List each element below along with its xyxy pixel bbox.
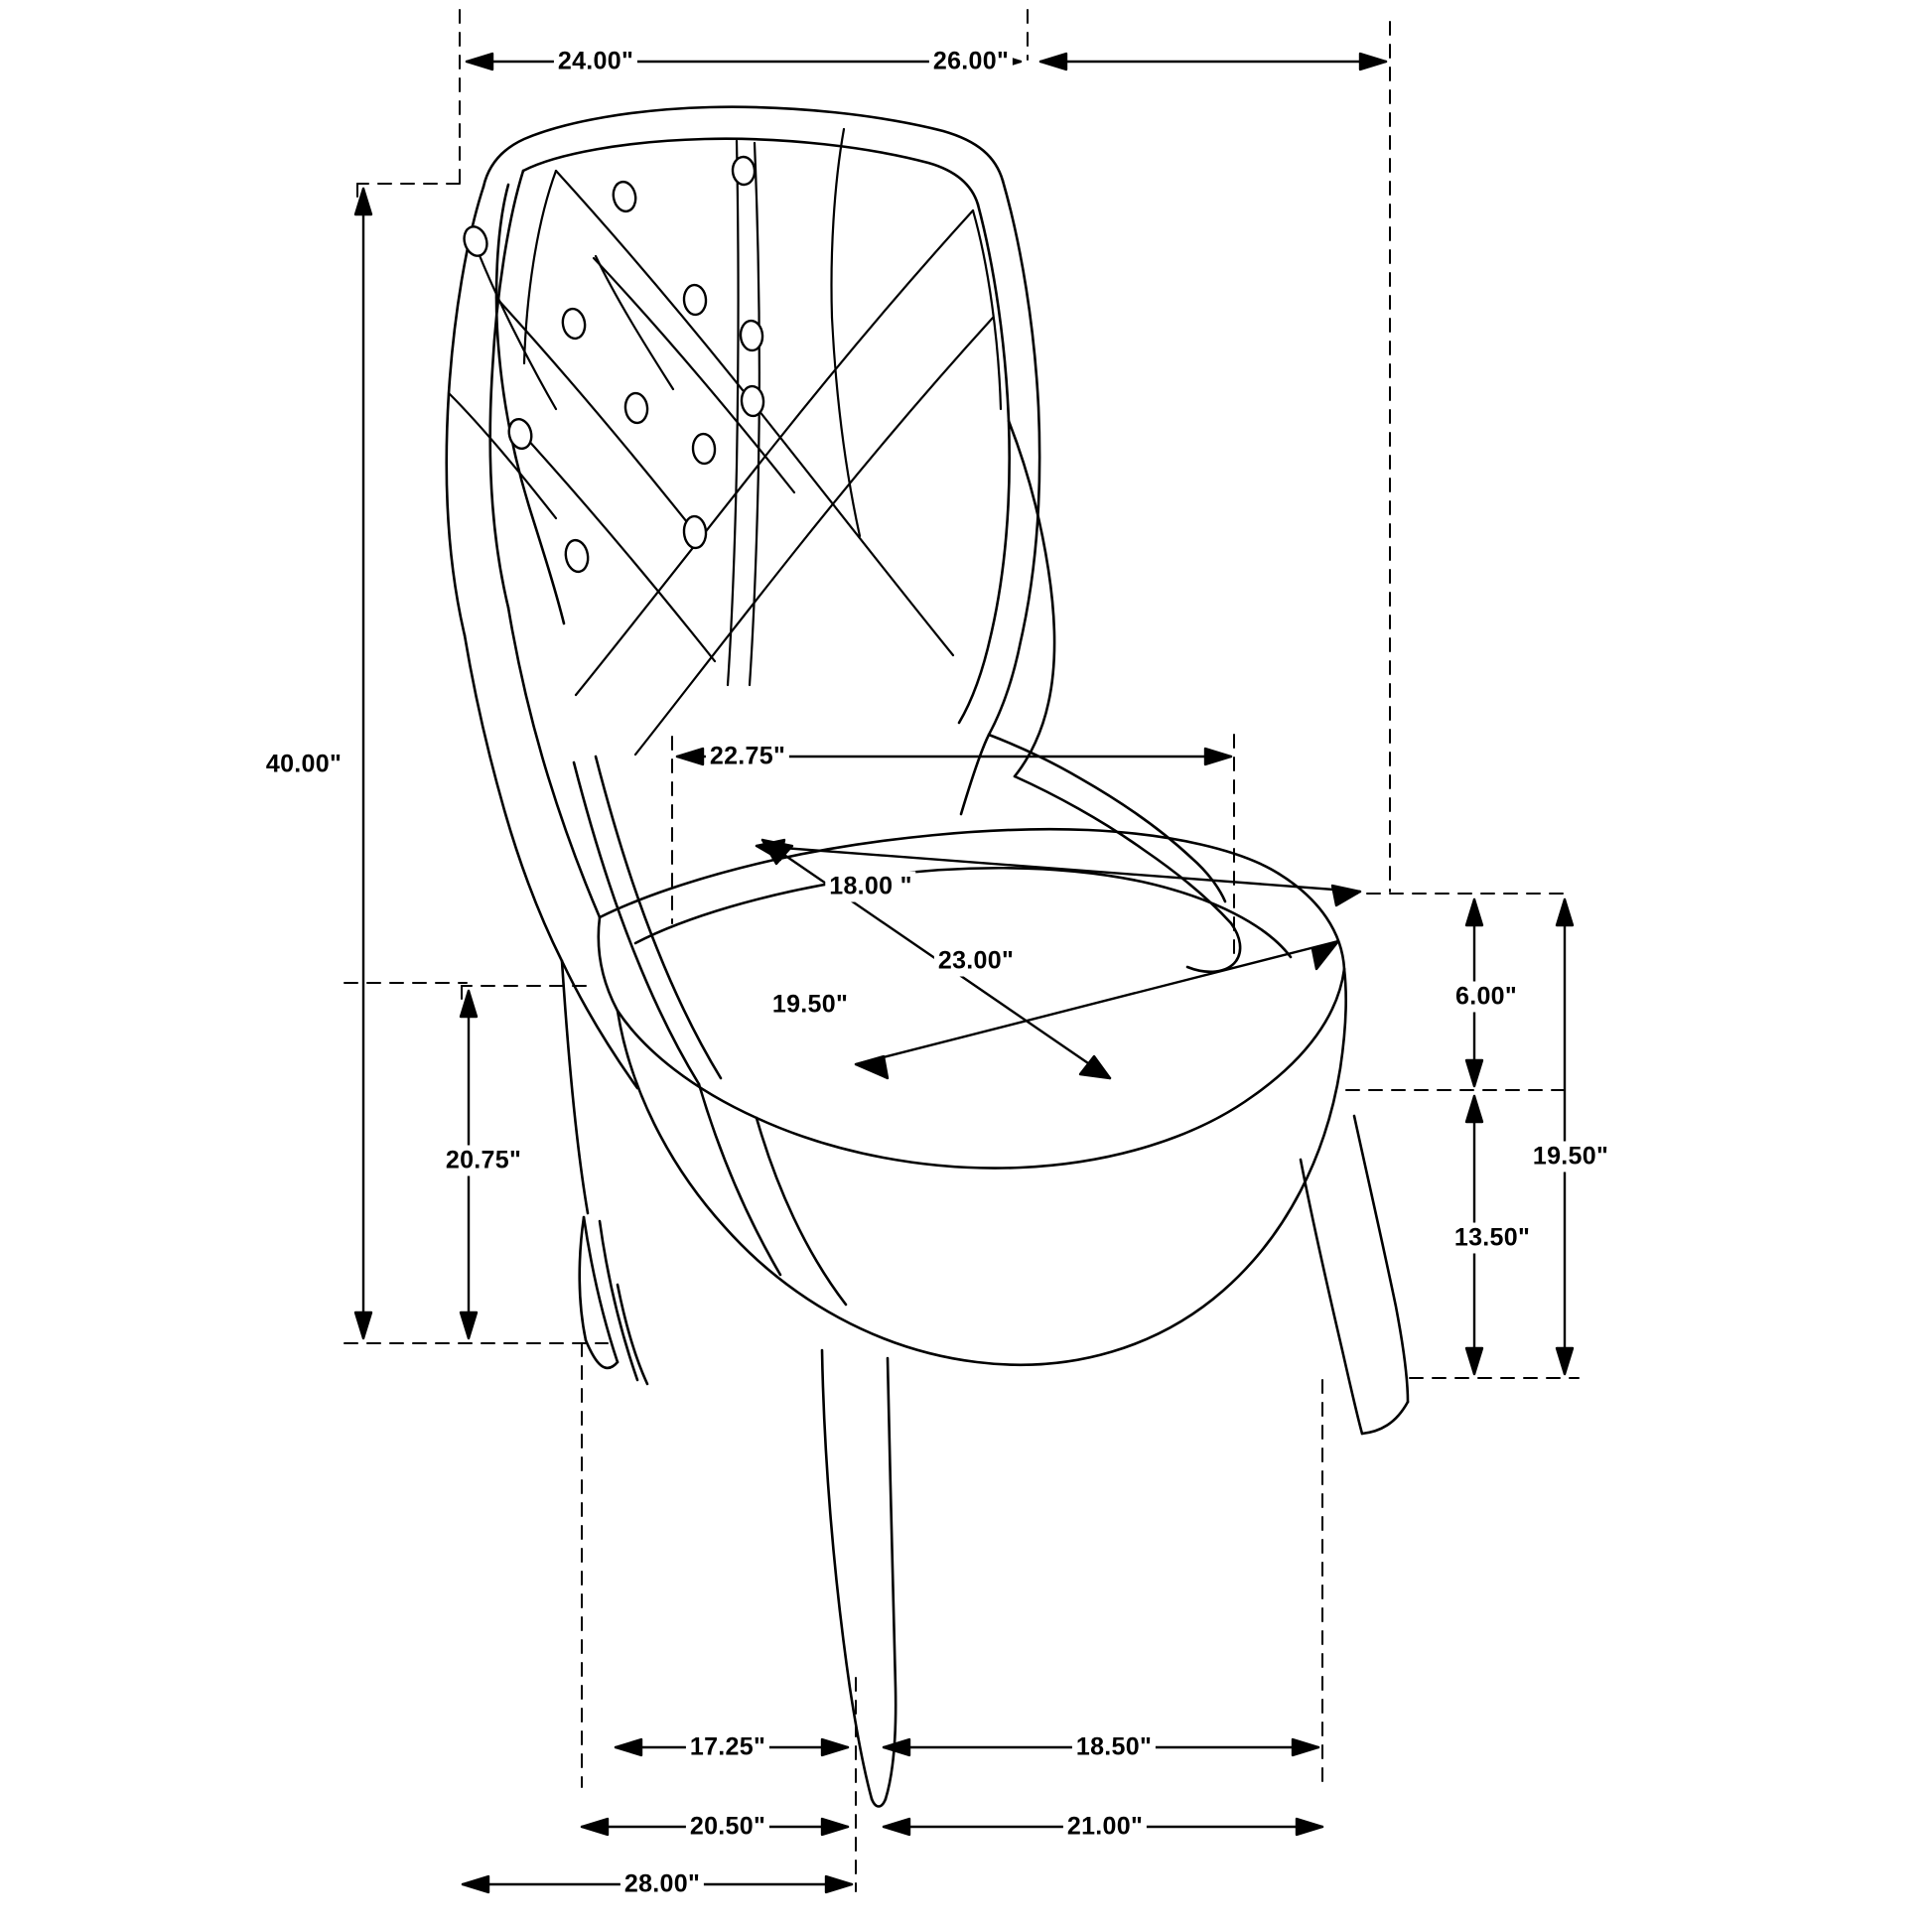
dimension-label-front-leg-offset: 17.25" (686, 1732, 769, 1763)
dimension-label-seat-depth: 23.00" (934, 946, 1018, 977)
dimension-label-seat-cushion-height: 6.00" (1451, 982, 1521, 1013)
dimension-label-arm-width: 22.75" (706, 742, 789, 772)
dimension-label-leg-height: 13.50" (1450, 1223, 1534, 1254)
chair-right-wing-and-arm (989, 421, 1240, 972)
dimension-label-width-top-left: 24.00" (554, 47, 637, 77)
dimension-label-seat-height-total: 19.50" (1529, 1142, 1612, 1173)
dimension-label-rear-leg-offset: 18.50" (1072, 1732, 1156, 1763)
dimension-label-depth-top-right: 26.00" (929, 47, 1013, 77)
dimension-label-base-left: 20.50" (686, 1812, 769, 1843)
chair-left-wing-and-arm (465, 185, 721, 1088)
dimension-label-back-height-to-seat: 20.75" (442, 1146, 525, 1176)
dimension-label-overall-height: 40.00" (262, 750, 345, 780)
chair-back-lower-body (562, 961, 780, 1275)
dimension-label-seat-diagonal: 19.50" (768, 990, 852, 1021)
dimension-label-overall-depth: 28.00" (621, 1869, 704, 1900)
dimension-label-seat-width: 18.00 " (825, 872, 915, 902)
chair-seat-cushion (599, 829, 1346, 1365)
dimension-label-base-right: 21.00" (1063, 1812, 1147, 1843)
tufting-diamond-pattern (449, 129, 1001, 755)
chair-backrest-outline (447, 107, 1039, 814)
